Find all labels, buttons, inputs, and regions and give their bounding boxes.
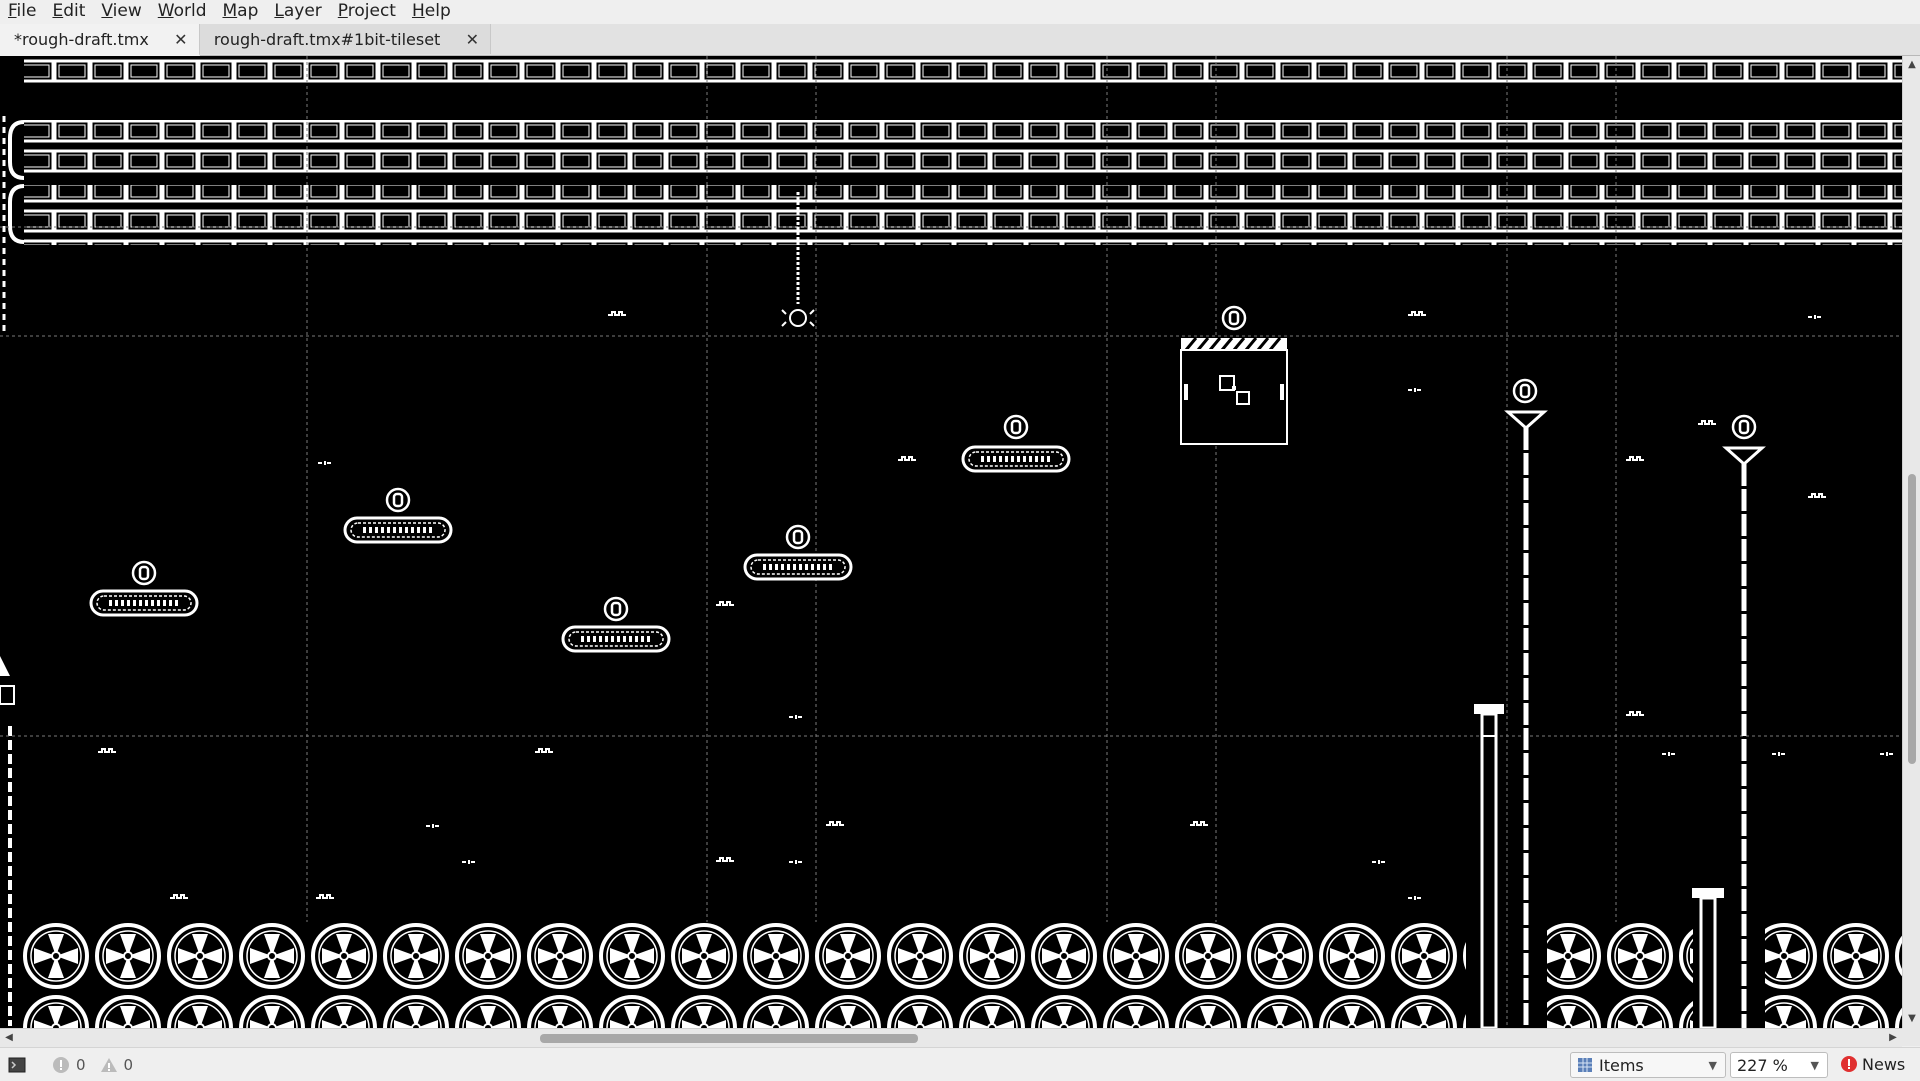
news-label: News [1862, 1054, 1906, 1074]
tab-label: *rough-draft.tmx [14, 29, 149, 49]
news-button[interactable] [1840, 1052, 1905, 1076]
scroll-left-icon[interactable]: ◀ [5, 1032, 13, 1043]
vertical-scrollbar[interactable] [1902, 56, 1920, 1028]
menu-view[interactable]: View [101, 1, 142, 21]
menu-file[interactable]: File [8, 1, 37, 21]
fan-floor [20, 922, 1902, 1028]
scroll-down-icon[interactable]: ▼ [1908, 1013, 1916, 1024]
layer-select-value: Items [1599, 1055, 1644, 1075]
menu-layer[interactable]: Layer [274, 1, 322, 21]
error-count: 0 [76, 1055, 86, 1074]
terminal-icon[interactable] [8, 1057, 26, 1073]
news-alert-icon [1840, 1055, 1858, 1073]
warning-count: 0 [123, 1055, 134, 1074]
coins [133, 307, 1755, 620]
tab-tileset[interactable] [200, 24, 492, 54]
scroll-up-icon[interactable]: ▲ [1908, 59, 1916, 70]
scroll-corner [1902, 1028, 1920, 1046]
decor-dashes [318, 315, 1893, 900]
menu-map[interactable]: Map [222, 1, 259, 21]
scroll-right-icon[interactable]: ▶ [1889, 1032, 1897, 1043]
horizontal-scroll-thumb[interactable] [540, 1034, 918, 1043]
zoom-select[interactable] [1730, 1052, 1828, 1078]
map-view[interactable] [0, 56, 1902, 1028]
close-icon[interactable]: ✕ [174, 29, 188, 49]
horizontal-scrollbar[interactable] [0, 1028, 1902, 1047]
crate-box [1181, 338, 1287, 444]
layer-grid-icon [1577, 1057, 1593, 1073]
vertical-scroll-thumb[interactable] [1908, 474, 1916, 764]
menu-edit[interactable]: Edit [52, 1, 86, 21]
chevron-down-icon: ▼ [1708, 1058, 1717, 1072]
menu-bar [0, 0, 1920, 24]
tab-label: rough-draft.tmx#1bit-tileset [213, 29, 441, 49]
left-wall [0, 116, 14, 1026]
floating-platforms [91, 447, 1069, 651]
map-canvas[interactable] [0, 56, 1902, 1028]
error-icon[interactable] [52, 1056, 70, 1074]
menu-project[interactable]: Project [337, 1, 396, 21]
menu-world[interactable]: World [157, 1, 207, 21]
document-tab-bar [0, 24, 1920, 56]
warning-icon[interactable] [100, 1056, 118, 1074]
current-layer-select[interactable] [1570, 1052, 1726, 1078]
chevron-down-icon: ▼ [1810, 1058, 1819, 1072]
zoom-value: 227 % [1737, 1055, 1788, 1075]
tab-rough-draft[interactable] [0, 24, 200, 56]
decor-grass [98, 312, 1826, 898]
close-icon[interactable]: ✕ [465, 29, 480, 49]
menu-help[interactable]: Help [411, 1, 451, 21]
pipe-rows [10, 56, 1902, 245]
